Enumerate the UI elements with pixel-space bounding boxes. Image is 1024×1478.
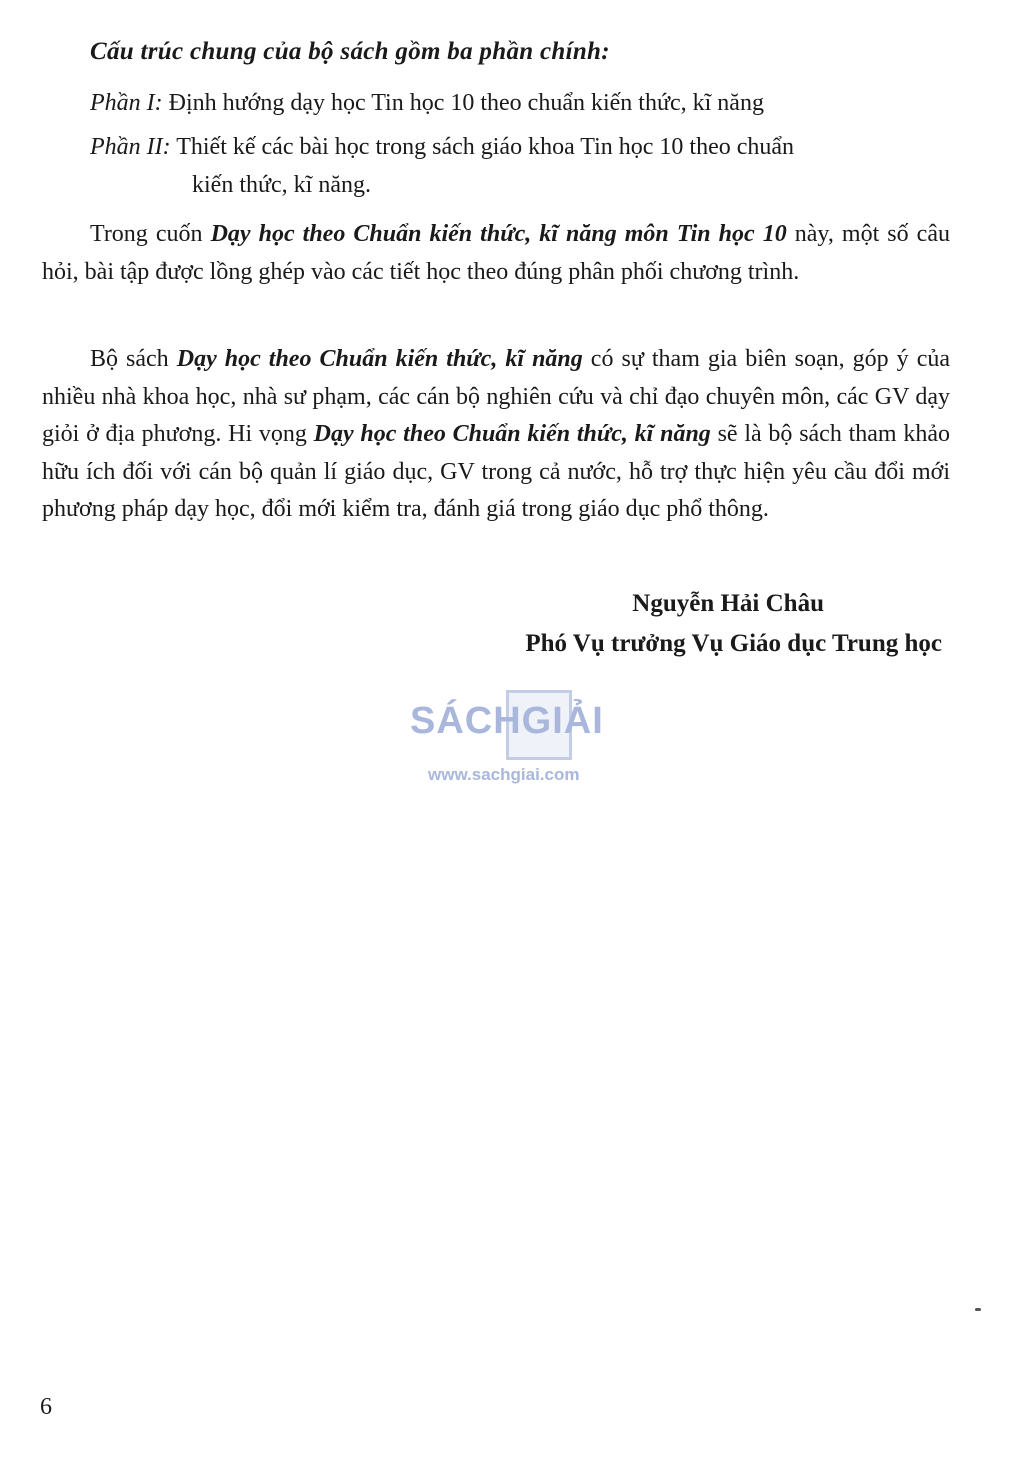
watermark-logo (410, 690, 620, 760)
paragraph-2-post: sẽ là bộ sách tham khảo hữu ích đối với cán bộ quản lí giáo dục, GV trong cả nước, hỗ trợ thực hiện yêu cầu đổi mới phương pháp dạy học, đổi mới kiểm tra, đánh giá trong giáo dục phổ thông. (42, 421, 951, 522)
watermark-brand: SÁCHGIẢI (410, 700, 604, 742)
signature-title: Phó Vụ trưởng Vụ Giáo dục Trung học (525, 630, 942, 657)
paragraph-1 (42, 216, 950, 291)
part-2-line (90, 128, 950, 204)
paragraph-1-post: này, một số câu hỏi, bài tập được lồng ghép vào các tiết học theo đúng phân phối chương trình. (42, 221, 950, 285)
part-1-label: Phần I: (90, 90, 163, 116)
signature-name: Nguyễn Hải Châu (632, 590, 824, 617)
paragraph-2-book-title-2: Dạy học theo Chuẩn kiến thức, kĩ năng (313, 421, 711, 447)
paragraph-2-book-title-1: Dạy học theo Chuẩn kiến thức, kĩ năng (176, 346, 583, 372)
page-number: 6 (40, 1394, 52, 1420)
paragraph-2-pre: Bộ sách (90, 346, 177, 372)
part-1-text: Định hướng dạy học Tin học 10 theo chuẩn kiến thức, kĩ năng (162, 90, 764, 116)
scan-speck (975, 1308, 981, 1311)
paragraph-1-book-title: Dạy học theo Chuẩn kiến thức, kĩ năng môn Tin học 10 (210, 221, 787, 247)
paragraph-1-pre: Trong cuốn (90, 221, 211, 247)
paragraph-2 (42, 341, 950, 529)
part-2-label: Phần II: (90, 134, 171, 160)
part-1-line (90, 84, 764, 122)
paragraph-2-mid: có sự tham gia biên soạn, góp ý của nhiều nhà khoa học, nhà sư phạm, các cán bộ nghiên cứu và chỉ đạo chuyên môn, các GV dạy giỏi ở địa phương. Hi vọng (42, 346, 951, 447)
part-2-text: Thiết kế các bài học trong sách giáo khoa Tin học 10 theo chuẩn (170, 134, 795, 160)
watermark-url: www.sachgiai.com (428, 765, 580, 784)
section-heading: Cấu trúc chung của bộ sách gồm ba phần chính: (90, 38, 610, 65)
part-2-continuation: kiến thức, kĩ năng. (192, 172, 371, 198)
